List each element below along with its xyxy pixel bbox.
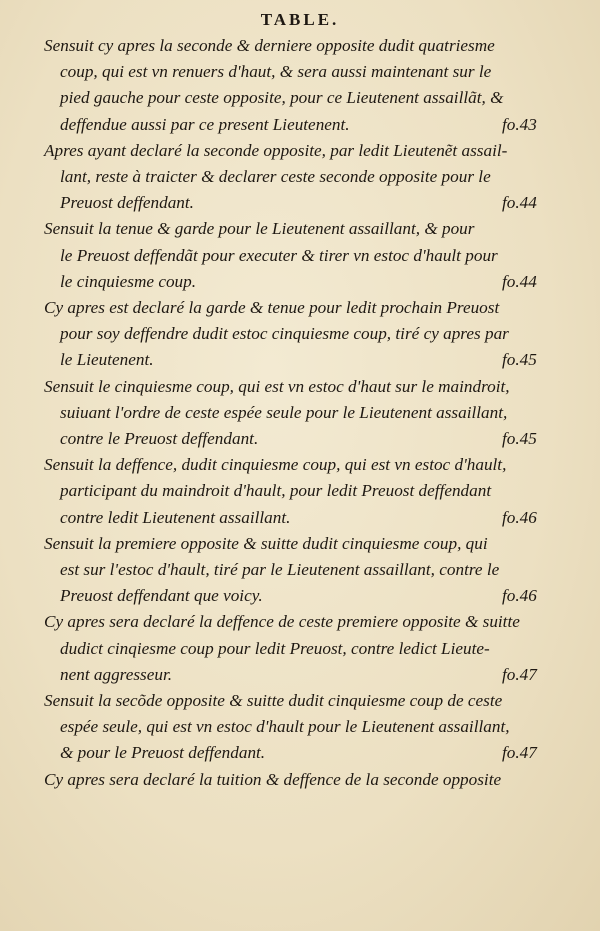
entry-first-line: Cy apres est declaré la garde & tenue pour ledit prochain Preuost [44,298,500,317]
entry-continuation-line: le cinquiesme coup. [60,271,197,291]
entry-first-line: Sensuit la premiere opposite & suitte dudit cinquiesme coup, qui [44,533,488,553]
entry-first-line: Sensuit la deffence, dudit cinquiesme coup, qui est vn estoc d'hault, [44,455,507,475]
entry-continuation-line: Preuost deffendant. [60,193,194,213]
entry-continuation-line: deffendue aussi par ce present Lieutenent. [60,114,350,134]
folio-reference: fo.43 [502,114,537,134]
entry-continuation-line: le Lieutenent. [60,350,154,370]
folio-reference: fo.47 [502,743,537,763]
entry-continuation-line: contre le Preuost deffendant. [60,429,259,448]
entry-continuation-line: nent aggresseur. [60,664,173,684]
entry-first-line: Apres ayant declaré la seconde opposite, par ledit Lieutenẽt assail- [44,140,508,160]
entry-first-line: Sensuit la secõde opposite & suitte dudit cinquiesme coup de ceste [44,691,503,710]
entry-continuation-line: contre ledit Lieutenent assaillant. [60,507,291,527]
folio-reference: fo.46 [502,586,537,606]
folio-reference: fo.45 [502,350,537,370]
entry-continuation-line: participant du maindroit d'hault, pour ledit Preuost deffendant [60,481,492,501]
page-header: TABLE. [260,10,340,29]
entry-first-line: Sensuit le cinquiesme coup, qui est vn estoc d'haut sur le maindroit, [44,376,510,396]
entry-continuation-line: le Preuost deffendãt pour executer & tirer vn estoc d'hault pour [60,245,498,265]
entry-first-line: Cy apres sera declaré la deffence de ceste premiere opposite & suitte [44,612,520,632]
folio-reference: fo.44 [502,271,537,291]
entry-continuation-line: pour soy deffendre dudit estoc cinquiesme coup, tiré cy apres par [60,324,509,344]
entry-continuation-line: suiuant l'ordre de ceste espée seule pour le Lieutenent assaillant, [60,402,508,422]
entry-continuation-line: espée seule, qui est vn estoc d'hault pour le Lieutenent assaillant, [60,717,510,737]
entry-continuation-line: est sur l'estoc d'hault, tiré par le Lieutenent assaillant, contre le [60,560,500,579]
entry-continuation-line: Preuost deffendant que voicy. [60,586,263,606]
entry-continuation-line: dudict cinqiesme coup pour ledit Preuost, contre ledict Lieute- [60,638,490,658]
entry-first-line: Sensuit la tenue & garde pour le Lieutenent assaillant, & pour [44,219,475,239]
entry-continuation-line: pied gauche pour ceste opposite, pour ce Lieutenent assaillãt, & [60,88,504,108]
folio-reference: fo.44 [502,193,537,213]
entry-first-line: Cy apres sera declaré la tuition & deffence de la seconde opposite [44,769,502,789]
entry-continuation-line: & pour le Preuost deffendant. [60,743,266,763]
entry-first-line: Sensuit cy apres la seconde & derniere opposite dudit quatriesme [44,36,495,55]
folio-reference: fo.45 [502,429,537,448]
entry-continuation-line: coup, qui est vn renuers d'haut, & sera aussi maintenant sur le [60,62,492,82]
entry-continuation-line: lant, reste à traicter & declarer ceste seconde opposite pour le [60,167,491,186]
folio-reference: fo.47 [502,664,537,684]
folio-reference: fo.46 [502,507,537,527]
